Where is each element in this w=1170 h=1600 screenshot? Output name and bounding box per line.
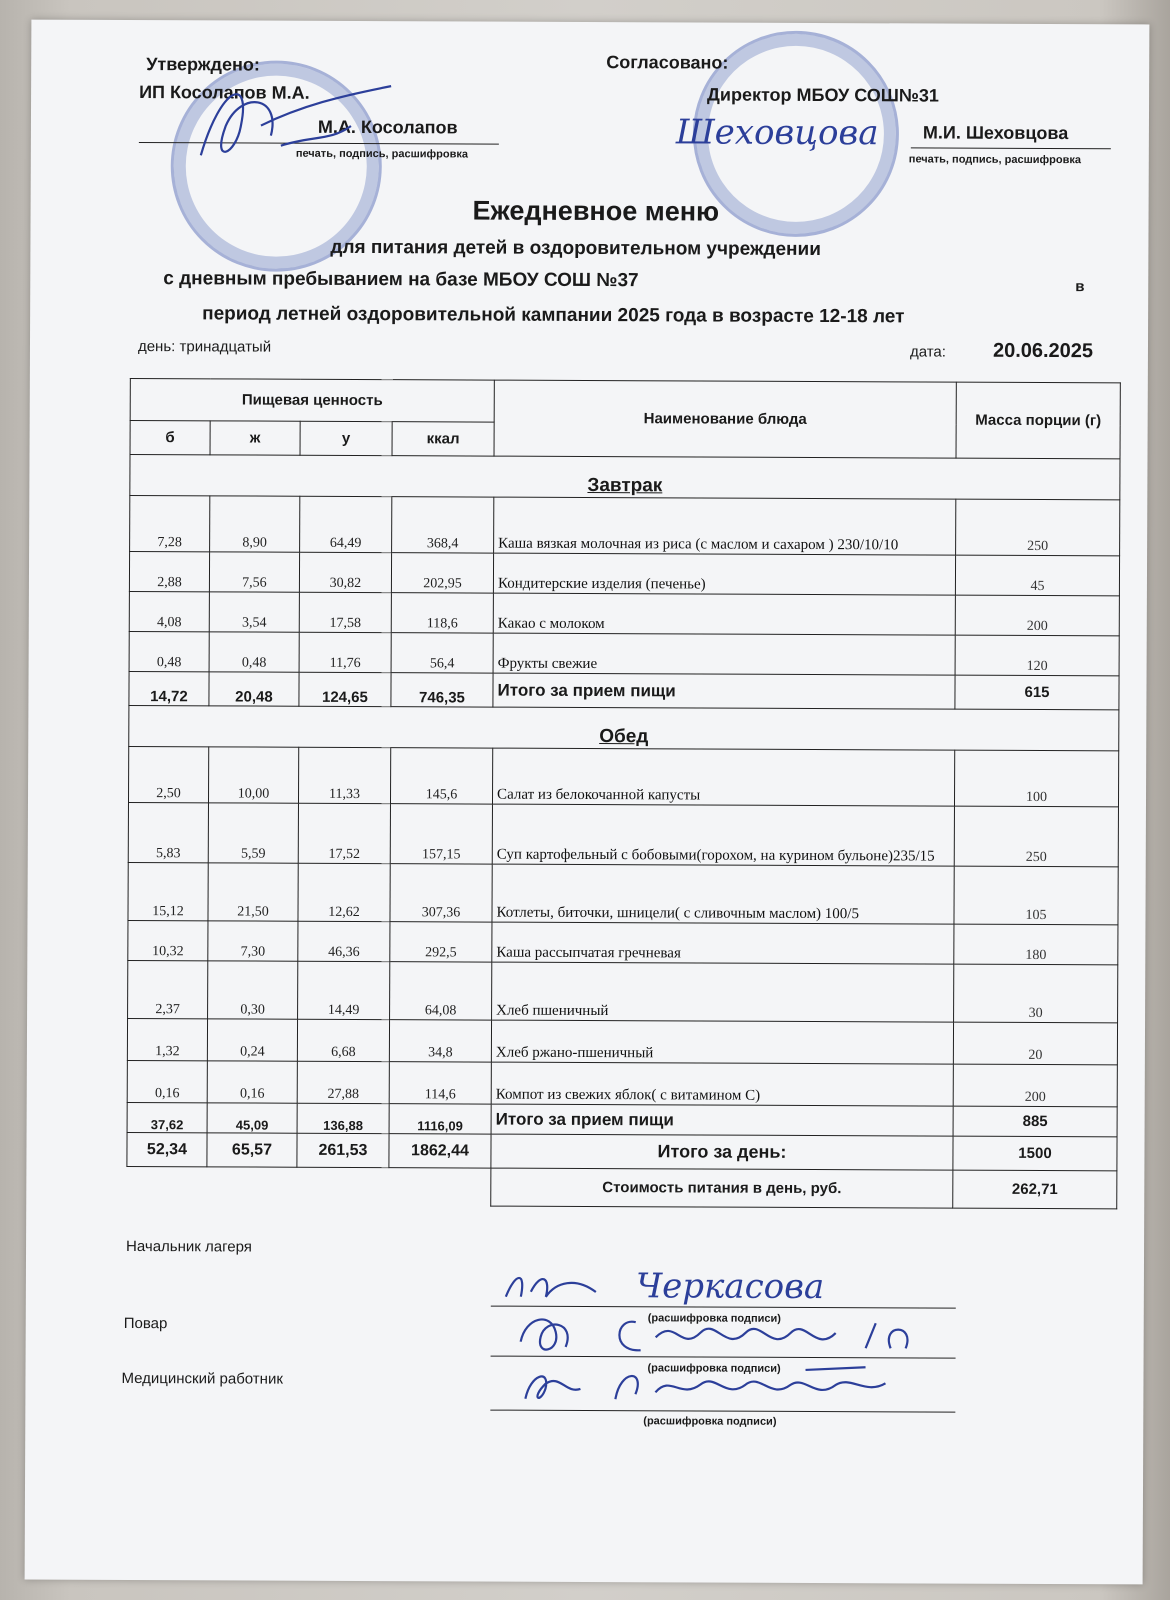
- cell-u: 14,49: [298, 961, 390, 1019]
- col-u-header: у: [300, 421, 392, 455]
- agreed-label: Согласовано:: [606, 52, 729, 73]
- cook-label: Повар: [123, 1314, 168, 1333]
- approved-by: ИП Косолапов М.А.: [139, 82, 310, 103]
- cook-caption: (расшифровка подписи): [647, 1362, 781, 1375]
- cell-dish: Итого за прием пищи: [493, 673, 955, 709]
- cell-u: 261,53: [297, 1133, 389, 1167]
- cell-u: 12,62: [298, 863, 390, 921]
- medic-caption: (расшифровка подписи): [643, 1415, 777, 1428]
- cell-zh: 45,09: [207, 1103, 297, 1133]
- cell-zh: 10,00: [208, 747, 298, 803]
- cell-kcal: 1116,09: [389, 1104, 491, 1134]
- title-line-2-tail: в: [1075, 278, 1085, 296]
- cost-row: [127, 1166, 1117, 1208]
- cell-kcal: 1862,44: [389, 1134, 491, 1168]
- agreed-signature-line: [911, 147, 1111, 149]
- table-row: [128, 920, 1118, 964]
- cell-zh: 7,56: [209, 552, 299, 592]
- cell-dish: Кондитерские изделия (печенье): [493, 553, 955, 595]
- col-zh-header: ж: [210, 421, 300, 455]
- cell-mass: 30: [954, 964, 1118, 1023]
- cell-mass: 180: [954, 924, 1118, 965]
- table-row: [129, 632, 1119, 676]
- cell-dish: Какао с молоком: [493, 593, 955, 635]
- cell-zh: 7,30: [208, 921, 298, 961]
- cell-b: 0,16: [127, 1060, 207, 1102]
- cell-kcal: 292,5: [390, 922, 492, 962]
- cell-u: 27,88: [297, 1061, 389, 1103]
- approved-name: М.А. Косолапов: [317, 116, 458, 138]
- cell-b: 10,32: [128, 920, 208, 960]
- cell-mass: 200: [955, 595, 1119, 636]
- table-row: [128, 802, 1118, 866]
- cell-mass: 615: [955, 675, 1119, 710]
- cell-dish: Суп картофельный с бобовыми(горохом, на курином бульоне)235/15: [492, 804, 954, 866]
- date-label: дата:: [909, 343, 946, 361]
- mass-header: Масса порции (г): [956, 382, 1120, 459]
- cell-b: 2,88: [129, 552, 209, 592]
- cell-u: 46,36: [298, 921, 390, 961]
- cell-kcal: 114,6: [389, 1062, 491, 1104]
- table-row: [129, 552, 1119, 596]
- cell-mass: 20: [953, 1022, 1117, 1065]
- cell-u: 64,49: [300, 496, 392, 552]
- cell-zh: 0,48: [209, 632, 299, 672]
- cell-b: 7,28: [130, 496, 210, 552]
- menu-table: [126, 378, 1121, 1209]
- cell-zh: 3,54: [209, 592, 299, 632]
- table-row: [128, 960, 1118, 1022]
- cell-b: 2,37: [128, 960, 208, 1018]
- cell-dish: Котлеты, биточки, шницели( с сливочным маслом) 100/5: [492, 864, 954, 924]
- cell-zh: 21,50: [208, 863, 298, 921]
- cell-kcal: 157,15: [390, 804, 492, 864]
- cell-u: 17,52: [298, 803, 390, 863]
- day-total-row: [127, 1132, 1117, 1170]
- cell-b: 15,12: [128, 862, 208, 920]
- cell-kcal: 64,08: [390, 962, 492, 1020]
- cell-dish: Каша вязкая молочная из риса (с маслом и сахаром ) 230/10/10: [494, 497, 956, 555]
- agreed-name: М.И. Шеховцова: [922, 122, 1069, 144]
- cell-dish: Салат из белокочанной капусты: [493, 748, 955, 806]
- dish-header: Наименование блюда: [494, 380, 956, 458]
- cell-mass: 120: [955, 635, 1119, 676]
- cell-b: 37,62: [127, 1102, 207, 1132]
- approved-signature-icon: [181, 65, 401, 176]
- cell-zh: 20,48: [209, 672, 299, 706]
- cell-b: 0,48: [129, 632, 209, 672]
- date-value: 20.06.2025: [992, 339, 1094, 363]
- cell-dish: Хлеб ржано-пшеничный: [491, 1020, 953, 1064]
- cell-mass: 200: [953, 1064, 1117, 1107]
- cell-b: 14,72: [129, 672, 209, 706]
- medic-label: Медицинский работник: [121, 1369, 283, 1388]
- camp-head-signature: Черкасова: [635, 1266, 825, 1308]
- col-kcal-header: ккал: [392, 422, 494, 456]
- cell-zh: 0,30: [208, 961, 298, 1019]
- title-line-2: с дневным пребыванием на базе МБОУ СОШ №37: [163, 268, 639, 292]
- page-title: Ежедневное меню: [472, 195, 720, 227]
- table-row: [128, 862, 1118, 924]
- day-label: день: тринадцатый: [137, 338, 272, 356]
- cell-u: 30,82: [299, 552, 391, 592]
- cell-dish: Хлеб пшеничный: [492, 962, 954, 1022]
- cell-zh: 65,57: [207, 1133, 297, 1167]
- cell-kcal: 368,4: [392, 497, 494, 553]
- cell-kcal: 145,6: [390, 748, 492, 804]
- approved-caption: печать, подпись, расшифровка: [295, 147, 469, 161]
- cell-mass: 250: [954, 806, 1118, 867]
- cell-mass: 100: [955, 750, 1119, 807]
- cell-dish: Итого за прием пищи: [491, 1104, 953, 1136]
- section-breakfast: Завтрак: [130, 455, 1120, 500]
- cell-dish: Итого за день:: [491, 1134, 953, 1170]
- cell-kcal: 118,6: [391, 593, 493, 633]
- approved-label: Утверждено:: [146, 54, 260, 75]
- agreed-by: Директор МБОУ СОШ№31: [707, 84, 940, 106]
- table-row: [129, 592, 1119, 636]
- cell-kcal: 202,95: [391, 553, 493, 593]
- cell-dish: Фрукты свежие: [493, 633, 955, 675]
- breakfast-total-row: [129, 672, 1119, 710]
- cell-mass: 1500: [953, 1136, 1117, 1171]
- menu-document: [25, 20, 1150, 1585]
- cell-b: 5,83: [128, 802, 208, 862]
- cost-value: 262,71: [953, 1170, 1117, 1209]
- cell-b: 4,08: [129, 592, 209, 632]
- cell-u: 6,68: [297, 1019, 389, 1061]
- cell-kcal: 34,8: [389, 1020, 491, 1062]
- section-lunch: Обед: [129, 706, 1119, 751]
- title-line-3: период летней оздоровительной кампании 2025 года в возрасте 12-18 лет: [202, 303, 905, 328]
- cell-b: 52,34: [127, 1132, 207, 1166]
- cell-kcal: 307,36: [390, 864, 492, 922]
- cell-kcal: 746,35: [391, 673, 493, 707]
- cell-u: 17,58: [299, 592, 391, 632]
- agreed-caption: печать, подпись, расшифровка: [908, 153, 1082, 167]
- camp-head-label: Начальник лагеря: [126, 1237, 252, 1256]
- cell-u: 124,65: [299, 672, 391, 706]
- medic-signature-icon: [505, 1354, 925, 1416]
- cell-zh: 5,59: [208, 803, 298, 863]
- cell-b: 1,32: [127, 1018, 207, 1060]
- lunch-total-row: [127, 1102, 1117, 1136]
- cell-u: 136,88: [297, 1103, 389, 1133]
- cell-b: 2,50: [128, 746, 208, 802]
- table-row: [130, 496, 1120, 556]
- cell-zh: 8,90: [210, 496, 300, 552]
- col-b-header: б: [130, 421, 210, 455]
- table-row: [127, 1060, 1117, 1106]
- cell-zh: 0,16: [207, 1061, 297, 1103]
- cell-kcal: 56,4: [391, 633, 493, 673]
- cell-dish: Компот из свежих яблок( с витамином С): [491, 1062, 953, 1106]
- table-row: [128, 746, 1118, 806]
- title-line-1: для питания детей в оздоровительном учреждении: [330, 236, 821, 261]
- cost-label: Стоимость питания в день, руб.: [491, 1168, 953, 1208]
- agreed-signature: Шеховцова: [675, 112, 879, 154]
- nutrition-header: Пищевая ценность: [130, 379, 494, 423]
- cell-mass: 885: [953, 1106, 1117, 1137]
- cell-mass: 45: [955, 555, 1119, 596]
- camp-head-caption: (расшифровка подписи): [647, 1312, 781, 1325]
- cell-mass: 250: [956, 499, 1120, 556]
- cell-dish: Каша рассыпчатая гречневая: [492, 922, 954, 964]
- cell-mass: 105: [954, 866, 1118, 925]
- cell-zh: 0,24: [207, 1019, 297, 1061]
- table-row: [127, 1018, 1117, 1064]
- cell-u: 11,76: [299, 632, 391, 672]
- cell-u: 11,33: [298, 747, 390, 803]
